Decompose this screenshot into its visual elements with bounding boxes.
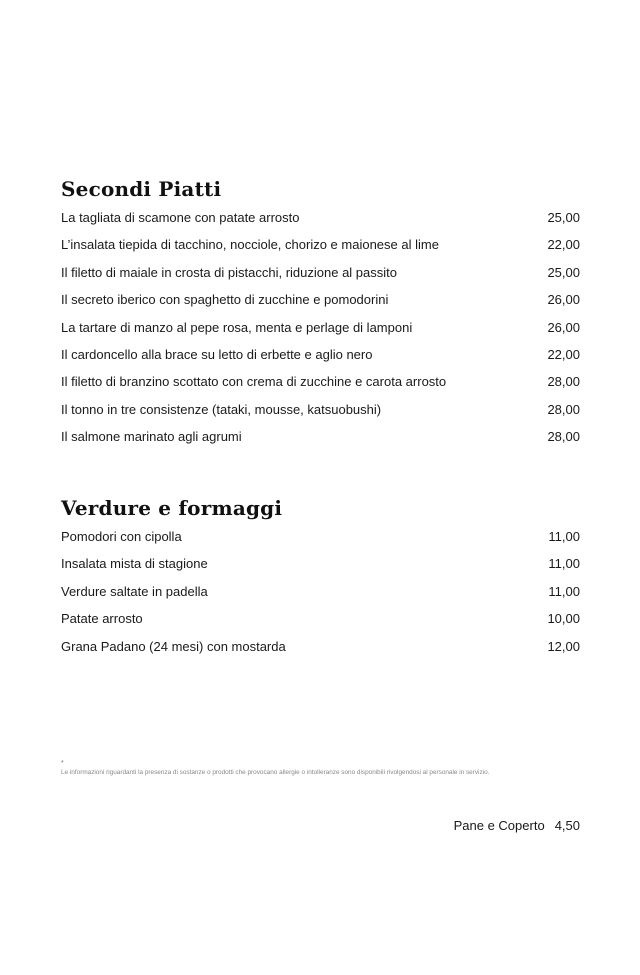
menu-item-price: 12,00 [547, 638, 580, 654]
section-title-verdure: Verdure e formaggi [61, 496, 283, 520]
menu-item-name: Il secreto iberico con spaghetto di zucchine e pomodorini [61, 292, 389, 308]
menu-item-price: 11,00 [548, 556, 580, 572]
menu-item [61, 583, 580, 610]
menu-item [61, 236, 580, 263]
menu-item [61, 610, 580, 637]
menu-item [61, 638, 580, 665]
coperto-label: Pane e Coperto [453, 818, 545, 833]
menu-item-price: 22,00 [547, 346, 580, 362]
menu-item-name: La tagliata di scamone con patate arrosto [61, 210, 300, 225]
menu-item [61, 528, 580, 555]
menu-item-price: 25,00 [547, 264, 580, 280]
menu-item-price: 10,00 [547, 611, 580, 627]
menu-item-name: Il filetto di branzino scottato con crema di zucchine e carota arrosto [61, 374, 447, 390]
coperto-price: 4,50 [554, 818, 580, 833]
menu-item-price: 28,00 [547, 374, 580, 390]
coperto-line [454, 818, 580, 833]
menu-item-price: 11,00 [548, 529, 580, 544]
menu-item-price: 11,00 [548, 583, 580, 599]
menu-item-name: Il salmone marinato agli agrumi [61, 429, 242, 445]
secondi-section [61, 177, 580, 456]
menu-item-name: Il filetto di maiale in crosta di pistacchi, riduzione al passito [61, 264, 397, 280]
allergen-footnote [61, 760, 580, 777]
menu-item-price: 28,00 [547, 401, 580, 417]
menu-item [61, 428, 580, 455]
menu-item [61, 264, 580, 291]
menu-item-name: Verdure saltate in padella [61, 583, 208, 599]
menu-item [61, 346, 580, 373]
menu-item [61, 291, 580, 318]
menu-item-name: L’insalata tiepida di tacchino, nocciole, chorizo e maionese al lime [61, 237, 439, 253]
footnote-text: Le informazioni riguardanti la presenza di sostanze o prodotti che provocano allergie o intolleranze sono disponibili rivolgendosi al personale in servizio. [61, 769, 490, 776]
menu-item-name: Insalata mista di stagione [61, 556, 208, 572]
secondi-items [61, 209, 580, 456]
menu-item [61, 209, 580, 236]
menu-item-name: Il tonno in tre consistenze (tataki, mousse, katsuobushi) [61, 401, 382, 417]
menu-item [61, 373, 580, 400]
menu-item-price: 25,00 [547, 210, 580, 225]
menu-item [61, 401, 580, 428]
menu-item-price: 28,00 [547, 429, 580, 445]
menu-item-name: Grana Padano (24 mesi) con mostarda [61, 638, 286, 654]
menu-item-name: Pomodori con cipolla [61, 529, 182, 544]
verdure-section [61, 496, 580, 665]
menu-item-name: Patate arrosto [61, 611, 143, 627]
menu-item-price: 26,00 [547, 292, 580, 308]
menu-item-name: Il cardoncello alla brace su letto di erbette e aglio nero [61, 346, 373, 362]
verdure-items [61, 528, 580, 665]
section-title-secondi: Secondi Piatti [61, 177, 222, 201]
footnote-mark: * [61, 760, 64, 767]
menu-item-name: La tartare di manzo al pepe rosa, menta e perlage di lamponi [61, 319, 413, 335]
menu-item [61, 319, 580, 346]
menu-item-price: 26,00 [547, 319, 580, 335]
menu-item [61, 555, 580, 582]
menu-item-price: 22,00 [547, 237, 580, 253]
